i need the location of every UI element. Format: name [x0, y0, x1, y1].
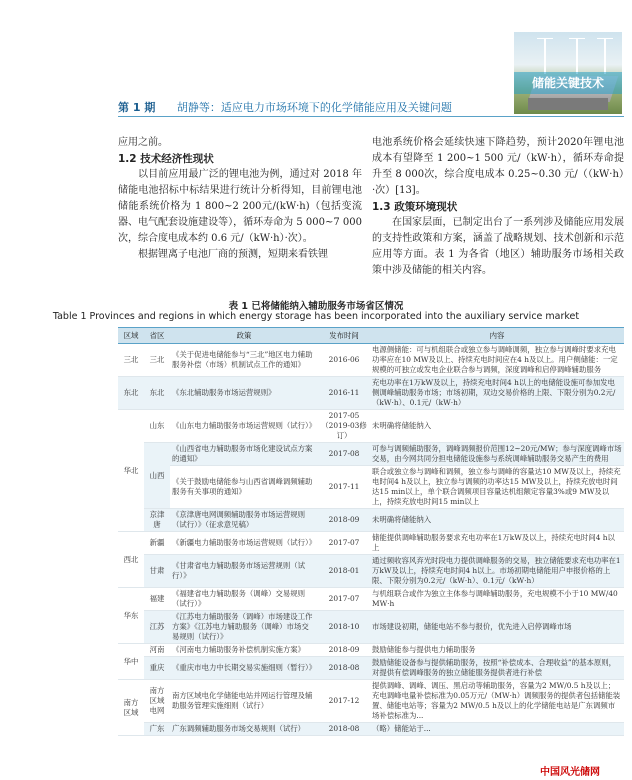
storage-building-wall [528, 98, 608, 110]
table-header-row [118, 328, 624, 344]
column-header: 区域 [118, 328, 144, 344]
running-header [118, 99, 452, 115]
paragraph: 在国家层面，已制定出台了一系列涉及储能应用发展的支持性政策和方案，涵盖了战略规划、技术创新和示范应用等方面。表 1 为各省（地区）辅助服务市场相关政策中涉及储能的相关内容。 [372, 217, 624, 276]
running-title: 胡静等：适应电力市场环境下的化学储能应用及关键问题 [176, 101, 452, 114]
section-banner: 储能关键技术 [514, 72, 622, 94]
paragraph: 电池系统价格会延续快速下降趋势，预计2020年锂电池成本有望降至 1 200~1 500 元/（kW·h），循环寿命提升至 8 000次，综合度电成本 0.25~0.30 元/（（kW·h）·次）[13]。 [372, 137, 624, 196]
wind-turbine-icon [544, 38, 546, 74]
table-caption-cn: 表 1 已将储能纳入辅助服务市场省区情况 [228, 301, 404, 312]
column-header: 政策 [170, 328, 318, 344]
wind-turbine-icon [604, 38, 606, 74]
column-header: 发布时间 [318, 328, 370, 344]
issue-number: 第 1 期 [118, 101, 156, 114]
table-row: 山西 《山西省电力辅助服务市场化建设试点方案的通知》 2017-08 可参与调频辅助服务，调峰调频报价范围12~20元/MW；参与深度调峰市场交易，由今网共同分担电储能设施参与系统调峰辅助服务交易产生的费用 [118, 443, 624, 466]
wind-turbine-icon [576, 38, 578, 74]
table-row: 重庆 《重庆市电力中长期交易实施细则（暂行）》 2018-08 鼓励储能设备参与提供辅助服务，按照“补偿成本、合理收益”的基本原则，对提供有偿调峰服务的独立储能服务提供者进行补偿 [118, 657, 624, 680]
header-rule [118, 116, 624, 117]
paragraph: 根据锂离子电池厂商的预测，短期来看铁锂 [138, 249, 328, 260]
paragraph: 以目前应用最广泛的锂电池为例，通过对 2018 年储能电池招标中标结果进行统计分析得知，目前锂电池储能系统价格为 1 800~2 200元/(kW·h)（包括变流器、电气配套设施建设等），循环寿命为 5 000~7 000次，综合度电成本约 0.6 元/（kW·h）·次）。 [118, 169, 362, 244]
table-row: 京津唐 《京津唐电网调频辅助服务市场运营规则（试行）》（征求意见稿） 2018-09 未明确将储能纳入 [118, 509, 624, 532]
paragraph: 应用之前。 [118, 137, 168, 148]
right-column [372, 135, 624, 279]
table-row: 甘肃 《甘肃省电力辅助服务市场运营规则（试行）》 2018-01 通过频收容风弃光时段电力提供调峰服务的交易，独立储能要求充电功率在1万kW及以上，持续充电时间4 h以上。市场初期电储能用户申报价格的上限、下限分别为0.2元/（kW·h）、0.1元/（kW·h） [118, 555, 624, 588]
table-row: 《关于鼓励电储能参与山西省调峰调频辅助服务有关事项的通知》 2017-11 联合或独立参与调峰和调频，独立参与调峰的容量达10 MW及以上，持续充电时间4 h及以上，独立参与调频的功率达15 MW及以上，持续充放电时间达15 min以上，单个联合调频项目容量达机组额定容量3%或9 MW及以上，持续充放电时间15 min以上 [118, 466, 624, 509]
table-row: 华北 山东 《山东电力辅助服务市场运营规则（试行）》 2017-05（2019-03修订） 未明确将储能纳入 [118, 410, 624, 443]
table-row: 三北 三北 《关于促进电储能参与“三北”地区电力辅助服务补偿（市场）机制试点工作的通知》 2016-06 电源侧储能：可与机组联合或独立参与调峰调频，独立参与调峰时要求充电功率应在10 MW及以上、持续充电时间应在4 h及以上。用户侧储能：一定规模的可独立或发电企业联合参与调频，深度调峰和启停调峰辅助服务 [118, 344, 624, 377]
table-row: 江苏 《江苏电力辅助服务（调峰）市场建设工作方案》《江苏电力辅助服务（调峰）市场交易规则（试行）》 2018-10 市场建设初期，储能电站不参与报价，优先进入启停调峰市场 [118, 611, 624, 644]
table-row: 广东 广东调频辅助服务市场交易规则（试行） 2018-08 （略）储能站于... [118, 723, 624, 736]
table-row: 西北 新疆 《新疆电力辅助服务市场运营规则（试行）》 2017-07 储能提供调峰辅助服务要求充电功率在1万kW及以上，持续充电时间4 h以上 [118, 532, 624, 555]
watermark: 中国风光储网 [540, 767, 600, 778]
section-heading: 1.3 政策环境现状 [372, 201, 458, 213]
section-heading: 1.2 技术经济性现状 [118, 153, 214, 165]
left-column [118, 135, 362, 263]
table-row: 华中 河南 《河南电力辅助服务补偿机制实施方案》 2018-09 鼓励储能参与提供电力辅助服务 [118, 644, 624, 657]
table-row: 华东 福建 《福建省电力辅助服务（调峰）交易规则（试行）》 2017-07 与机组联合或作为独立主体参与调峰辅助服务，充电规模不小于10 MW/40 MW·h [118, 588, 624, 611]
table-row: 东北 东北 《东北辅助服务市场运营规则》 2016-11 充电功率在1万kW及以上，持续充电时间4 h以上的电储能设施可参加发电侧调峰辅助服务市场；市场初期，双边交易价格的上限、下限分别为0.2元/（kW·h）、0.1元/（kW·h） [118, 377, 624, 410]
policy-table [118, 327, 624, 736]
table-row: 南方区域 南方区域电网 南方区域电化学储能电站并网运行管理及辅助服务管理实施细则（试行） 2017-12 提供调峰、调峰、调压、黑启动等辅助服务，容量为2 MW/0.5 h及以上；充电调峰电量补偿标准为0.05万元/（MW·h）调频服务的提供者包括储能装置、储能电站等；容量为2 MW/0.5 h及以上的化学储能电站是广东调频市场补偿标准为... [118, 680, 624, 723]
column-header: 内容 [370, 328, 624, 344]
table-caption-en: Table 1 Provinces and regions in which energy storage has been incorporated into the auxiliary service market [52, 311, 580, 322]
column-header: 省区 [144, 328, 170, 344]
